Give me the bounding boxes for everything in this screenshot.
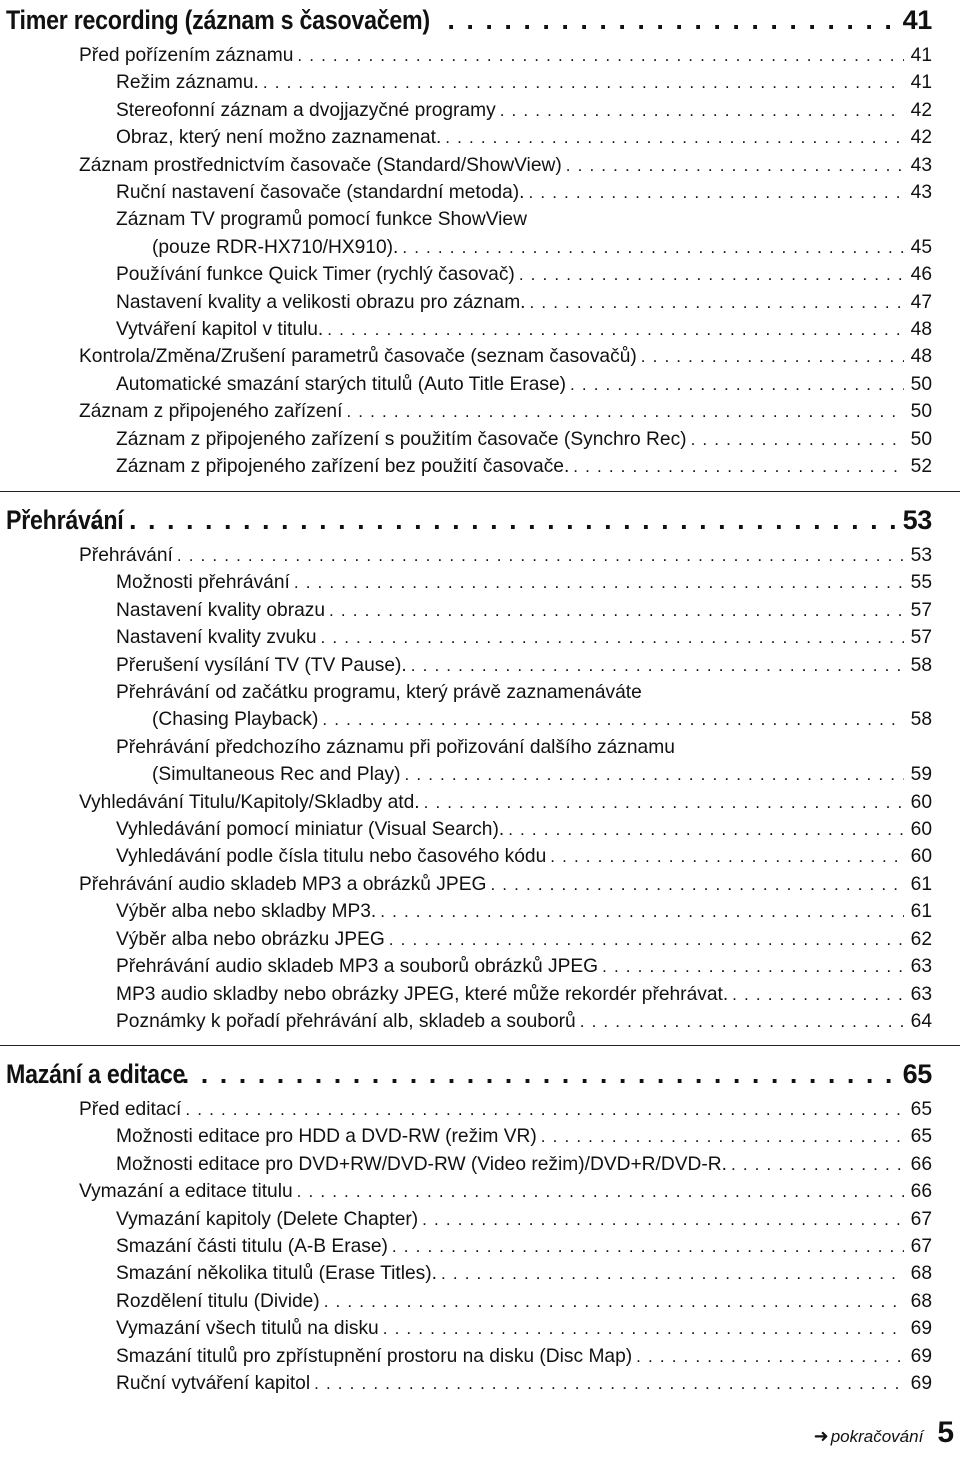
entry-title: Možnosti editace pro DVD+RW/DVD-RW (Video režim)/DVD+R/DVD-R.: [116, 1153, 727, 1175]
entry-page-number: 60: [910, 791, 932, 813]
dot-leader: [731, 1151, 904, 1178]
section-page-number: 65: [902, 1059, 932, 1089]
dot-leader: [550, 843, 904, 870]
toc-entry[interactable]: [6, 734, 932, 761]
toc-entry[interactable]: [6, 1343, 932, 1370]
dot-leader: [441, 1260, 904, 1287]
dot-leader: [324, 1288, 904, 1315]
toc-entry[interactable]: [6, 1260, 932, 1287]
toc-entry[interactable]: [6, 816, 932, 843]
entry-title: (Simultaneous Rec and Play): [152, 764, 401, 786]
entry-title: Obraz, který není možno zaznamenat.: [116, 127, 442, 149]
toc-entry[interactable]: [6, 289, 932, 316]
dot-leader: [163, 1054, 899, 1094]
entry-page-number: 43: [910, 182, 932, 204]
toc-entry[interactable]: [6, 542, 932, 569]
entry-page-number: 50: [910, 401, 932, 423]
entry-title: MP3 audio skladby nebo obrázky JPEG, které může rekordér přehrávat.: [116, 983, 729, 1005]
toc-entry[interactable]: [6, 316, 932, 343]
dot-leader: [314, 1370, 904, 1397]
entry-page-number: 43: [910, 154, 932, 176]
dot-leader: [380, 898, 904, 925]
entry-page-number: 58: [910, 654, 932, 676]
dot-leader: [573, 453, 904, 480]
entry-page-number: 68: [910, 1290, 932, 1312]
toc-entry[interactable]: [6, 1370, 932, 1397]
entry-page-number: 50: [910, 428, 932, 450]
dot-leader: [297, 42, 904, 69]
entry-page-number: 66: [910, 1153, 932, 1175]
entry-title: Smazání několika titulů (Erase Titles).: [116, 1263, 437, 1285]
entry-page-number: 41: [910, 45, 932, 66]
entry-title: Vymazání všech titulů na disku: [116, 1318, 379, 1340]
dot-leader: [405, 761, 905, 788]
toc-entry[interactable]: [6, 261, 932, 288]
toc-entry[interactable]: [6, 761, 932, 788]
entry-page-number: 48: [910, 319, 932, 341]
entry-page-number: 69: [910, 1318, 932, 1340]
entry-title: Vyhledávání Titulu/Kapitoly/Skladby atd.: [79, 791, 420, 813]
dot-leader: [636, 1343, 904, 1370]
toc-entry[interactable]: [6, 898, 932, 925]
entry-title: (pouze RDR-HX710/HX910).: [152, 236, 399, 258]
entry-title: Vytváření kapitol v titulu.: [116, 319, 324, 341]
entry-title: Ruční vytváření kapitol: [116, 1373, 311, 1395]
toc-entry[interactable]: [6, 371, 932, 398]
toc-entry[interactable]: [6, 206, 932, 233]
toc-entry[interactable]: [6, 706, 932, 733]
section-title: Přehrávání: [6, 505, 124, 535]
entry-page-number: 60: [910, 819, 932, 841]
toc-entry[interactable]: [6, 234, 932, 261]
section-heading[interactable]: [6, 1054, 932, 1094]
dot-leader: [383, 1315, 904, 1342]
toc-entry[interactable]: [6, 1123, 932, 1150]
dot-leader: [445, 124, 904, 151]
entry-page-number: 69: [910, 1345, 932, 1367]
entry-title: (Chasing Playback): [152, 709, 319, 731]
dot-leader: [329, 597, 904, 624]
entry-title: Před pořízením záznamu: [79, 45, 294, 66]
entry-title: Nastavení kvality obrazu: [116, 599, 326, 621]
dot-leader: [424, 789, 904, 816]
toc-entry[interactable]: [6, 926, 932, 953]
entry-title: Smazání části titulu (A-B Erase): [116, 1236, 388, 1258]
dot-leader: [321, 624, 905, 651]
right-arrow-icon: ➜: [813, 1426, 829, 1446]
entry-title: Vymazání a editace titulu: [79, 1181, 293, 1203]
toc-entry[interactable]: [6, 1315, 932, 1342]
page-footer: [814, 1416, 954, 1450]
entry-page-number: 64: [910, 1010, 932, 1032]
toc-section: [6, 500, 932, 1035]
dot-leader: [392, 1233, 904, 1260]
entry-title: Přehrávání předchozího záznamu při pořizování dalšího záznamu: [116, 736, 675, 758]
section-title: Timer recording (záznam s časovačem): [6, 5, 430, 35]
toc-section: [6, 0, 932, 481]
entry-page-number: 55: [910, 572, 932, 594]
entry-title: Ruční nastavení časovače (standardní metoda).: [116, 182, 525, 204]
page-number: 5: [937, 1416, 954, 1449]
dot-leader: [447, 0, 898, 40]
entry-title: Nastavení kvality zvuku: [116, 627, 317, 649]
toc-entry[interactable]: [6, 843, 932, 870]
dot-leader: [500, 97, 904, 124]
dot-leader: [541, 1123, 904, 1150]
entry-title: Před editací: [79, 1099, 182, 1120]
toc-entry[interactable]: [6, 343, 932, 370]
dot-leader: [389, 926, 904, 953]
entry-title: Záznam z připojeného zařízení s použitím časovače (Synchro Rec): [116, 428, 687, 450]
toc-entry[interactable]: [6, 453, 932, 480]
toc-entry[interactable]: [6, 1233, 932, 1260]
entry-page-number: 63: [910, 983, 932, 1005]
section-page-number: 53: [902, 505, 932, 535]
entry-title: Záznam TV programů pomocí funkce ShowView: [116, 209, 527, 231]
dot-leader: [402, 234, 904, 261]
entry-title: Přehrávání: [79, 545, 173, 566]
toc-entry[interactable]: [6, 69, 932, 96]
dot-leader: [411, 652, 904, 679]
toc-entry[interactable]: [6, 426, 932, 453]
dot-leader: [263, 69, 904, 96]
section-heading[interactable]: [6, 0, 932, 40]
entry-page-number: 61: [910, 901, 932, 923]
dot-leader: [185, 1096, 904, 1123]
toc-entry[interactable]: [6, 1206, 932, 1233]
entry-page-number: 65: [910, 1126, 932, 1148]
toc-entry[interactable]: [6, 789, 932, 816]
entry-title: Kontrola/Změna/Zrušení parametrů časovače (seznam časovačů): [79, 346, 637, 368]
entry-page-number: 53: [910, 545, 932, 566]
entry-page-number: 69: [910, 1373, 932, 1395]
entry-title: Přehrávání audio skladeb MP3 a obrázků JPEG: [79, 873, 487, 895]
entry-title: Výběr alba nebo skladby MP3.: [116, 901, 377, 923]
dot-leader: [570, 371, 904, 398]
toc-entry[interactable]: [6, 1178, 932, 1205]
continued-label: pokračování: [830, 1427, 924, 1446]
dot-leader: [297, 1178, 904, 1205]
entry-page-number: 47: [910, 291, 932, 313]
entry-title: Výběr alba nebo obrázku JPEG: [116, 928, 385, 950]
entry-title: Režim záznamu.: [116, 72, 259, 94]
entry-title: Vyhledávání podle čísla titulu nebo časového kódu: [116, 846, 547, 868]
dot-leader: [602, 953, 904, 980]
entry-page-number: 65: [910, 1099, 932, 1120]
entry-title: Přehrávání od začátku programu, který právě zaznamenáváte: [116, 682, 642, 704]
entry-title: Záznam z připojeného zařízení: [79, 401, 343, 423]
toc-section: [6, 1054, 932, 1397]
toc-entry[interactable]: [6, 152, 932, 179]
entry-title: Vymazání kapitoly (Delete Chapter): [116, 1208, 419, 1230]
toc-entry[interactable]: [6, 871, 932, 898]
dot-leader: [508, 816, 904, 843]
dot-leader: [732, 981, 904, 1008]
entry-page-number: 52: [910, 456, 932, 478]
toc-entry[interactable]: [6, 1288, 932, 1315]
entry-page-number: 50: [910, 373, 932, 395]
dot-leader: [327, 316, 904, 343]
entry-page-number: 62: [910, 928, 932, 950]
dot-leader: [691, 426, 904, 453]
toc-entry[interactable]: [6, 124, 932, 151]
dot-leader: [294, 569, 904, 596]
entry-page-number: 57: [910, 599, 932, 621]
entry-title: Možnosti přehrávání: [116, 572, 290, 594]
dot-leader: [580, 1008, 904, 1035]
entry-page-number: 61: [910, 873, 932, 895]
dot-leader: [566, 152, 904, 179]
entry-page-number: 45: [910, 236, 932, 258]
toc-entry[interactable]: [6, 953, 932, 980]
toc-entry[interactable]: [6, 179, 932, 206]
entry-page-number: 42: [910, 99, 932, 121]
dot-leader: [519, 261, 904, 288]
entry-page-number: 67: [910, 1208, 932, 1230]
entry-page-number: 63: [910, 956, 932, 978]
toc-entry[interactable]: [6, 1096, 932, 1123]
entry-title: Vyhledávání pomocí miniatur (Visual Search).: [116, 819, 505, 841]
toc-entry[interactable]: [6, 679, 932, 706]
entry-title: Nastavení kvality a velikosti obrazu pro záznam.: [116, 291, 526, 313]
dot-leader: [530, 289, 904, 316]
toc-entry[interactable]: [6, 652, 932, 679]
entry-page-number: 42: [910, 127, 932, 149]
dot-leader: [529, 179, 905, 206]
toc-entry[interactable]: [6, 981, 932, 1008]
entry-title: Stereofonní záznam a dvojjazyčné programy: [116, 99, 496, 121]
entry-title: Záznam prostřednictvím časovače (Standard/ShowView): [79, 154, 562, 176]
entry-page-number: 68: [910, 1263, 932, 1285]
toc-entry[interactable]: [6, 569, 932, 596]
toc-entry[interactable]: [6, 624, 932, 651]
dot-leader: [641, 343, 904, 370]
entry-title: Používání funkce Quick Timer (rychlý časovač): [116, 264, 515, 286]
section-heading[interactable]: [6, 500, 932, 540]
entry-page-number: 66: [910, 1181, 932, 1203]
entry-title: Smazání titulů pro zpřístupnění prostoru na disku (Disc Map): [116, 1345, 633, 1367]
dot-leader: [322, 706, 904, 733]
entry-title: Možnosti editace pro HDD a DVD-RW (režim VR): [116, 1126, 537, 1148]
entry-title: Přerušení vysílání TV (TV Pause).: [116, 654, 407, 676]
toc-entry[interactable]: [6, 1151, 932, 1178]
entry-page-number: 48: [910, 346, 932, 368]
entry-title: Záznam z připojeného zařízení bez použití časovače.: [116, 456, 570, 478]
toc-entry[interactable]: [6, 398, 932, 425]
entry-title: Poznámky k pořadí přehrávání alb, skladeb a souborů: [116, 1010, 576, 1032]
section-page-number: 41: [902, 5, 932, 35]
entry-page-number: 41: [910, 72, 932, 94]
entry-title: Přehrávání audio skladeb MP3 a souborů obrázků JPEG: [116, 956, 599, 978]
entry-page-number: 46: [910, 264, 932, 286]
dot-leader: [177, 542, 904, 569]
entry-title: Automatické smazání starých titulů (Auto Title Erase): [116, 373, 567, 395]
toc-entry[interactable]: [6, 1008, 932, 1035]
entry-page-number: 59: [910, 764, 932, 786]
entry-page-number: 67: [910, 1236, 932, 1258]
dot-leader: [91, 500, 899, 540]
entry-title: Rozdělení titulu (Divide): [116, 1290, 320, 1312]
toc-entry[interactable]: [6, 42, 932, 69]
entry-page-number: 58: [910, 709, 932, 731]
entry-page-number: 60: [910, 846, 932, 868]
toc-entry[interactable]: [6, 597, 932, 624]
toc-entry[interactable]: [6, 97, 932, 124]
dot-leader: [422, 1206, 904, 1233]
entry-page-number: 57: [910, 627, 932, 649]
section-title: Mazání a editace: [6, 1059, 186, 1089]
dot-leader: [346, 398, 904, 425]
dot-leader: [490, 871, 904, 898]
